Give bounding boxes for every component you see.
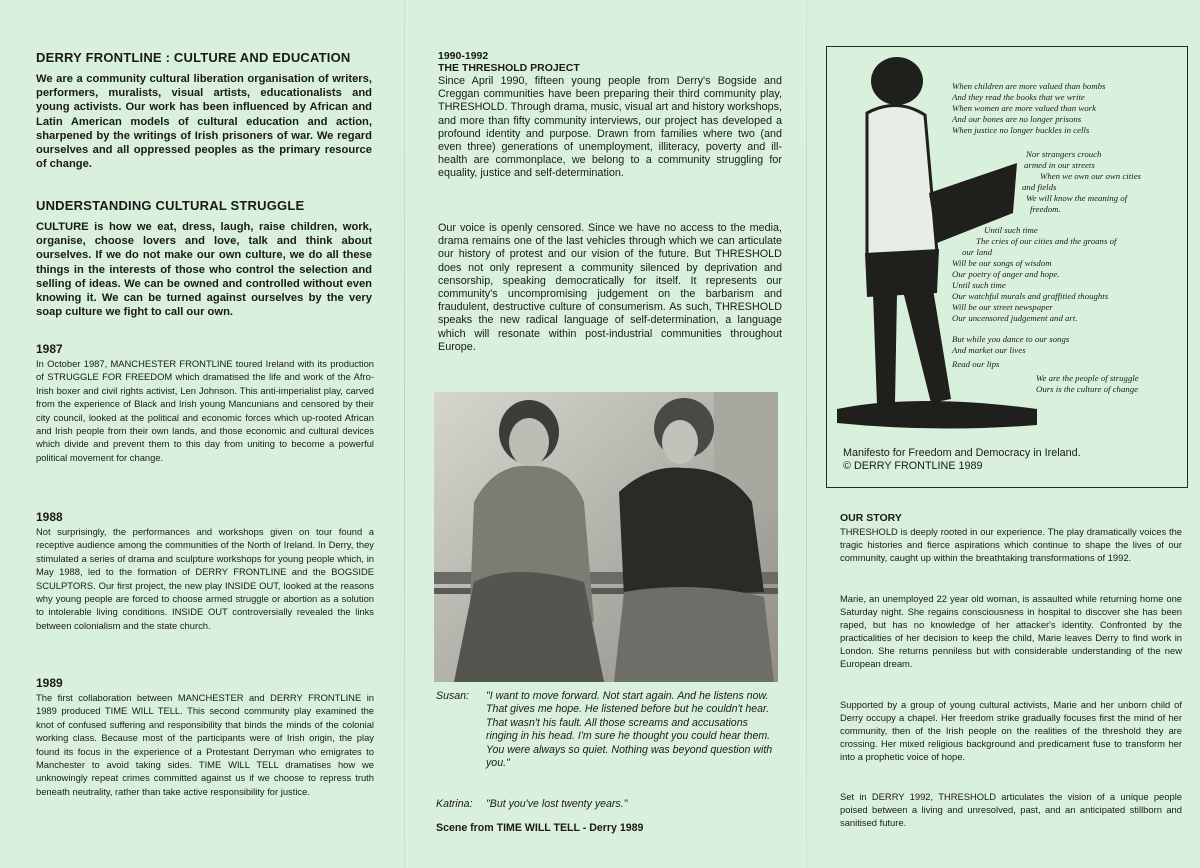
cultural-struggle-heading: UNDERSTANDING CULTURAL STRUGGLE	[36, 198, 305, 213]
dialogue-katrina	[436, 798, 786, 814]
manifesto-caption-line2: © DERRY FRONTLINE 1989	[843, 460, 983, 472]
poem-line: our land	[962, 247, 993, 257]
photo-caption: Scene from TIME WILL TELL - Derry 1989	[436, 822, 644, 834]
poem-line: Read our lips	[952, 359, 1000, 369]
poem-line: We will know the meaning of	[1026, 193, 1128, 203]
poem-line: When children are more valued than bombs	[952, 81, 1106, 91]
intro-paragraph: We are a community cultural liberation organisation of writers, performers, muralists, visual artists, educationalists and young activists. Our work has been influenced by African and Latin American models of cultural education and action, sharpened by the writings of Irish prisoners of war. We regard ourselves and all oppressed peoples as the primary resource of change.	[36, 73, 372, 171]
poem-line: Until such time	[952, 280, 1006, 290]
poem-line: Our poetry of anger and hope.	[952, 269, 1060, 279]
poem-line: And market our lives	[952, 345, 1026, 355]
poem-line: armed in our streets	[1024, 160, 1095, 170]
manifesto-caption-line1: Manifesto for Freedom and Democracy in Ireland.	[843, 447, 1081, 459]
poem-line: Ours is the culture of change	[1036, 384, 1139, 394]
fold-line-left	[404, 0, 405, 868]
poem-line: Our watchful murals and graffitied thoughts	[952, 291, 1109, 301]
poem-line: Will be our street newspaper	[952, 302, 1053, 312]
poem-line: And they read the books that we write	[952, 92, 1085, 102]
threshold-para-2: Our voice is openly censored. Since we have no access to the media, drama remains one of the last vehicles through which we can articulate our history of protest and our vision of the future. But THRESHOLD does not only represent a community silenced by deprivation and censorship, speaking democratically for itself. It represents our community's uncompromising judgement on the barbarism and fraudulent, destructive culture of consumerism. As such, THRESHOLD speaks the new radical language of self-determination, a language which will resonate within post-industrial communities throughout Europe.	[438, 222, 782, 353]
poem-line: When women are more valued than work	[952, 103, 1096, 113]
poem-line: Nor strangers crouch	[1026, 149, 1102, 159]
scene-photo	[434, 392, 778, 682]
poem-line: Until such time	[984, 225, 1038, 235]
year-1989-text: The first collaboration between MANCHESTER and DERRY FRONTLINE in 1989 produced TIME WILL TELL. This second community play examined the knot of confused suffering and responsibility that binds the minds of the colonial working class. Because most of the participants were of Irish origin, the play found its focus in the experience of a Protestant Derryman who emigrates to Manchester to avoid taking sides. TIME WILL TELL dramatises how we unknowingly repeat crimes committed against us if we choose to repress truth beneath neutrality, rather than take active responsibility for justice.	[36, 692, 374, 797]
poem-line: When justice no longer buckles in cells	[952, 125, 1090, 135]
our-story-heading: OUR STORY	[840, 512, 902, 524]
poem-line: Our uncensored judgement and art.	[952, 313, 1078, 323]
culture-paragraph: CULTURE is how we eat, dress, laugh, raise children, work, organise, choose lovers and love, talk and think about ourselves. If we do not make our own culture, we do all these things in the interests of those who control the selection and selling of ideas. We can be owned and controlled without even knowing it. We can be turned against ourselves by the very soap culture we fight to call our own.	[36, 221, 372, 319]
poem-line: But while you dance to our songs	[952, 334, 1070, 344]
poem-line: The cries of our cities and the groans of	[976, 236, 1117, 246]
poem-line: And our bones are no longer prisons	[952, 114, 1082, 124]
year-1988-heading: 1988	[36, 510, 63, 524]
speaker-susan: Susan:	[436, 690, 469, 702]
year-1987-text: In October 1987, MANCHESTER FRONTLINE toured Ireland with its production of STRUGGLE FOR FREEDOM which dramatised the life and work of the Afro-Irish boxer and civil rights activist, Len Johnson. This anti-imperialist play, carved from the experience of Black and Irish young Mancunians and censored by their city council, looked at the political and economic forces which up-rooted African and Irish people from their own lands, and those economic and cultural devices which divide and prevent them to this day from uniting to become a powerful political movement for change.	[36, 358, 374, 463]
poem-line: Will be our songs of wisdom	[952, 258, 1052, 268]
scene-photo-illustration	[434, 392, 778, 682]
year-1989-heading: 1989	[36, 676, 63, 690]
poem-line: freedom.	[1030, 204, 1061, 214]
manifesto-box	[826, 46, 1188, 488]
threshold-project-heading: THE THRESHOLD PROJECT	[438, 62, 580, 74]
culture-education-heading: DERRY FRONTLINE : CULTURE AND EDUCATION	[36, 50, 351, 65]
poem-line: We are the people of struggle	[1036, 373, 1139, 383]
year-1988-text: Not surprisingly, the performances and workshops given on tour found a receptive audience among the communities of the North of Ireland. In Derry, they stimulated a series of drama and sculpture workshops for young people which, in May 1988, led to the formation of DERRY FRONTLINE and the BOGSIDE SCULPTORS. Our first project, the new play INSIDE OUT, looked at the reasons why young people are forced to choose armed struggle or abortion as a solution to intolerable living conditions. INSIDE OUT controversially revealed the links between colonialism and the state church.	[36, 526, 374, 631]
threshold-para-1: Since April 1990, fifteen young people from Derry's Bogside and Creggan communities have been preparing their third community play, THRESHOLD. Through drama, music, visual art and history workshops, and more than fifty community interviews, our project has developed a profound identity and purpose. Drawn from families where two (and even three) generations of unemployment, illiteracy, poverty and ill-health are commonplace, we belong to a community struggling for equality, justice and self-determination.	[438, 75, 782, 180]
poem-line: When we own our own cities	[1040, 171, 1141, 181]
speech-katrina: "But you've lost twenty years."	[486, 798, 628, 810]
dialogue-susan	[436, 690, 786, 790]
manifesto-caption	[843, 447, 1081, 473]
story-para-1: THRESHOLD is deeply rooted in our experience. The play dramatically voices the tragic histories and fierce aspirations which continue to shape the lives of our community, caught up within the breathtaking transformations of 1992.	[840, 526, 1182, 563]
threshold-years: 1990-1992	[438, 50, 489, 62]
story-para-3: Supported by a group of young cultural activists, Marie and her unborn child of Derry occupy a chapel. Her freedom strike gradually focuses first the mind of her community, then of the Irish people on the realities of the threshold they are crossing. Her mixed religious background and predicament fuse to transform her into a prophetic voice of hope.	[840, 699, 1182, 762]
speaker-katrina: Katrina:	[436, 798, 473, 810]
story-para-2: Marie, an unemployed 22 year old woman, is assaulted while returning home one Saturday night. She regains consciousness in hospital to discover she has been raped, but has no knowledge of her attacker's identity. Confronted by the practicalities of her decision to keep the child, Marie leaves Derry to find work in London. She returns penniless but with considerable understanding of the new European dream.	[840, 593, 1182, 669]
year-1987-heading: 1987	[36, 342, 63, 356]
fold-line-right	[806, 0, 807, 868]
poem-line: and fields	[1022, 182, 1057, 192]
speech-susan: "I want to move forward. Not start again. And he listens now. That gives me hope. He listened before but he couldn't hear. That wasn't his fault. All those screams and accusations ringing in his head. I'm sure he thought you could hear them. You were always so quiet. Nothing was beyond question with you."	[486, 690, 773, 770]
story-para-4: Set in DERRY 1992, THRESHOLD articulates the vision of a unique people poised between a living and unresolved, past, and an anticipated stillborn and sanitised future.	[840, 791, 1182, 828]
